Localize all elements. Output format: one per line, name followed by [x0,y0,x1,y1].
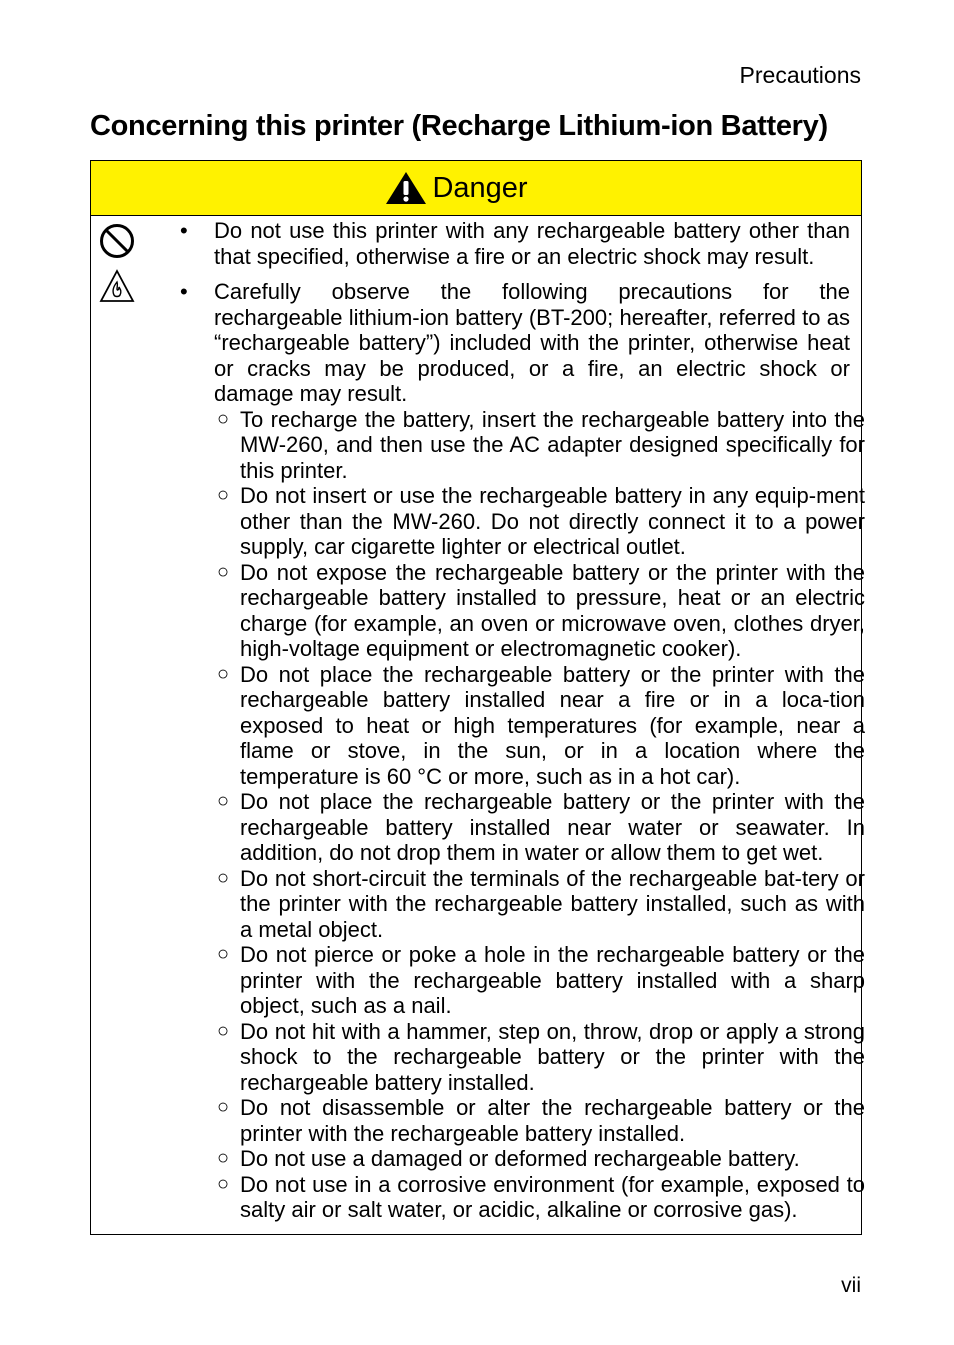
list-item [177,218,857,269]
circle-bullet-icon: ○ [217,484,230,506]
bullet-text: Do not use this printer with any rechargeable battery other than that specified, otherwise a fire or an electric shock may result. [214,218,850,269]
list-item [177,1019,865,1096]
circle-bullet-icon: ○ [217,407,230,430]
list-item [177,662,865,790]
bullet-text: rechargeable lithium-ion battery (BT-200; hereafter, referred to as “rechargeable battery”) included with the printer, otherwise heat or cracks may be produced, or a fire, an electric shock or damage may result. [214,304,850,406]
sub-item-text: Do not use in a corrosive environment (for example, exposed to salty air or salt water, or acidic, alkaline or corrosive gas). [240,1171,865,1222]
circle-bullet-icon: ○ [217,866,230,889]
danger-header [91,161,861,216]
precaution-list [177,406,865,1223]
list-item [177,866,865,943]
list-item [177,483,865,560]
circle-bullet-icon: ○ [217,790,230,812]
fire-warning-icon [99,269,135,303]
list-item [177,1172,865,1223]
sub-item-text: Do not disassemble or alter the rechargeable battery or the printer with the rechargeable battery installed. [240,1095,865,1146]
circle-bullet-icon: ○ [217,1147,230,1169]
sub-item-text: Do not hit with a hammer, step on, throw, drop or apply a strong shock to the rechargeable battery or the printer with the rechargeable battery installed. [240,1018,865,1095]
page-number: vii [841,1274,861,1297]
list-item [177,1146,865,1172]
section-header: Precautions [739,62,861,88]
sub-item-text: Do not place the rechargeable battery or the printer with the rechargeable battery installed near water or seawater. In addition, do not drop them in water or allow them to get wet. [240,789,865,865]
prohibition-icon [99,223,135,259]
list-item [177,279,857,407]
sub-item-text: Do not expose the rechargeable battery or the printer with the rechargeable battery installed to pressure, heat or an electric charge (for example, an oven or microwave oven, clothes dryer, high-voltage equipment or electromagnetic cooker). [240,559,865,661]
circle-bullet-icon: ○ [217,1019,230,1042]
circle-bullet-icon: ○ [217,1096,230,1118]
bullet-icon: • [180,279,188,304]
circle-bullet-icon: ○ [217,1172,230,1195]
sub-item-text: Do not insert or use the rechargeable battery in any equip-ment other than the MW-260. Do not directly connect it to a power supply, car cigarette lighter or electrical outlet. [240,483,865,559]
bullet-icon: • [180,218,188,243]
danger-content [177,218,865,1223]
list-item [177,560,865,662]
sub-item-text: Do not short-circuit the terminals of the rechargeable bat-tery or the printer with the rechargeable battery installed, such as with a metal object. [240,865,865,942]
page-title: Concerning this printer (Recharge Lithium-ion Battery) [90,110,828,142]
list-item [177,942,865,1019]
sub-item-text: To recharge the battery, insert the rechargeable battery into the MW-260, and then use the AC adapter designed specifically for this printer. [240,406,865,483]
sub-item-text: Do not place the rechargeable battery or the printer with the rechargeable battery installed near a fire or in a loca-tion exposed to heat or high temperatures (for example, near a flame or stove, in the sun, or in a location where the temperature is 60 °C or more, such as in a hot car). [240,661,865,789]
warning-triangle-icon [384,170,428,206]
circle-bullet-icon: ○ [217,560,230,583]
circle-bullet-icon: ○ [217,662,230,685]
sub-item-text: Do not pierce or poke a hole in the rechargeable battery or the printer with the rechargeable battery installed with a sharp object, such as a nail. [240,942,865,1018]
list-item [177,789,865,866]
list-item [177,1095,865,1146]
hazard-icons [99,223,139,313]
sub-item-text: Do not use a damaged or deformed rechargeable battery. [240,1146,800,1171]
list-item [177,407,865,484]
danger-box [90,160,865,1235]
circle-bullet-icon: ○ [217,943,230,965]
danger-label: Danger [432,171,528,204]
bullet-lead-text: Carefully observe the following precautions for the [214,279,850,304]
